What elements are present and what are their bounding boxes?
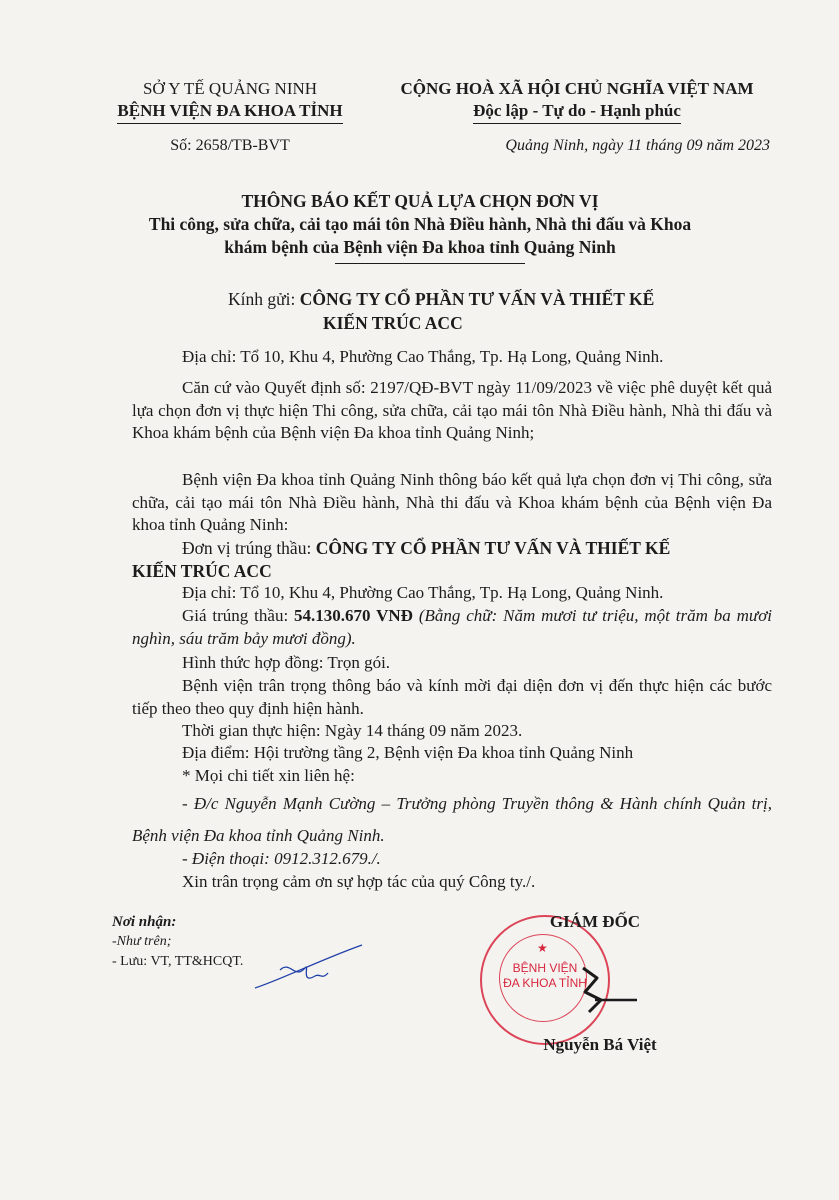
recipient-entry-2: - Lưu: VT, TT&HCQT. [112, 954, 244, 969]
director-signature [575, 960, 645, 1020]
country-name: CỘNG HOÀ XÃ HỘI CHỦ NGHĨA VIỆT NAM [400, 79, 754, 98]
winner-name-line-1: CÔNG TY CỔ PHẦN TƯ VẤN VÀ THIẾT KẾ [315, 538, 671, 558]
title-line-1: THÔNG BÁO KẾT QUẢ LỰA CHỌN ĐƠN VỊ [241, 191, 599, 211]
stamp-line-2: ĐA KHOA TỈNH [503, 976, 587, 990]
national-motto-block [372, 78, 782, 124]
signer-title: GIÁM ĐỐC [549, 912, 641, 931]
issuer-hospital: BỆNH VIỆN ĐA KHOA TỈNH [117, 100, 342, 124]
contact-phone: - Điện thoại: 0912.312.679./. [182, 849, 381, 868]
invitation-paragraph: Bệnh viện trân trọng thông báo và kính mời đại diện đơn vị đến thực hiện các bước tiếp theo theo quy định hiện hành. [132, 676, 772, 718]
title-underline [335, 263, 525, 264]
signer-name: Nguyễn Bá Việt [543, 1035, 657, 1054]
issuer-block [80, 78, 380, 124]
issuer-department: SỞ Y TẾ QUẢNG NINH [142, 79, 318, 98]
legal-basis-paragraph: Căn cứ vào Quyết định số: 2197/QĐ-BVT ngày 11/09/2023 về việc phê duyệt kết quả lựa chọn đơn vị thực hiện Thi công, sửa chữa, cải tạo mái tôn Nhà Điều hành, Nhà thi đấu và Khoa khám bệnh của Bệnh viện Đa khoa tỉnh Quảng Ninh; [132, 378, 772, 442]
star-icon: ★ [537, 941, 548, 955]
recipient-name-line-1: CÔNG TY CỔ PHẦN TƯ VẤN VÀ THIẾT KẾ [299, 289, 655, 309]
contract-form: Hình thức hợp đồng: Trọn gói. [182, 653, 391, 672]
recipient-block [228, 287, 788, 311]
title-line-2: Thi công, sửa chữa, cải tạo mái tôn Nhà Điều hành, Nhà thi đấu và Khoa [148, 214, 692, 234]
document-number: Số: 2658/TB-BVT [170, 137, 290, 154]
meeting-location: Địa điểm: Hội trường tầng 2, Bệnh viện Đa khoa tỉnh Quảng Ninh [182, 743, 634, 762]
contact-intro: * Mọi chi tiết xin liên hệ: [182, 766, 355, 785]
document-title [60, 190, 780, 259]
contact-person: - Đ/c Nguyễn Mạnh Cường – Trưởng phòng Truyền thông & Hành chính Quản trị, Bệnh viện Đa khoa tỉnh Quảng Ninh. [132, 794, 772, 845]
recipient-address: Địa chỉ: Tổ 10, Khu 4, Phường Cao Thắng, Tp. Hạ Long, Quảng Ninh. [182, 347, 664, 366]
winner-line [182, 537, 782, 560]
winning-price [132, 605, 772, 650]
announcement-paragraph: Bệnh viện Đa khoa tỉnh Quảng Ninh thông báo kết quả lựa chọn đơn vị Thi công, sửa chữa, cải tạo mái tôn Nhà Điều hành, Nhà thi đấu và Khoa khám bệnh của Bệnh viện Đa khoa tỉnh Quảng Ninh: [132, 470, 772, 534]
title-line-3: khám bệnh của Bệnh viện Đa khoa tỉnh Quảng Ninh [224, 237, 616, 257]
price-prefix: Giá trúng thầu: [182, 606, 289, 625]
winner-name-line-2: KIẾN TRÚC ACC [132, 561, 272, 581]
document-date: Quảng Ninh, ngày 11 tháng 09 năm 2023 [505, 137, 770, 154]
stamp-line-1: BỆNH VIỆN [512, 961, 578, 975]
initial-signature [250, 940, 370, 995]
execution-time: Thời gian thực hiện: Ngày 14 tháng 09 năm 2023. [182, 721, 523, 740]
price-in-words: (Bằng chữ: Năm mươi tư triệu, một trăm ba mươi nghìn, sáu trăm bảy mươi đồng). [132, 606, 772, 648]
recipient-prefix: Kính gửi: [228, 289, 296, 309]
price-value: 54.130.670 VNĐ [294, 606, 413, 625]
motto: Độc lập - Tự do - Hạnh phúc [473, 100, 681, 124]
recipient-name-line-2: KIẾN TRÚC ACC [323, 313, 463, 333]
winner-prefix: Đơn vị trúng thầu: [182, 538, 312, 558]
recipient-entry-1: -Như trên; [112, 934, 172, 949]
winner-address: Địa chỉ: Tổ 10, Khu 4, Phường Cao Thắng, Tp. Hạ Long, Quảng Ninh. [182, 583, 664, 602]
closing-thanks: Xin trân trọng cảm ơn sự hợp tác của quý Công ty./. [182, 872, 536, 891]
recipients-label: Nơi nhận: [112, 914, 177, 930]
